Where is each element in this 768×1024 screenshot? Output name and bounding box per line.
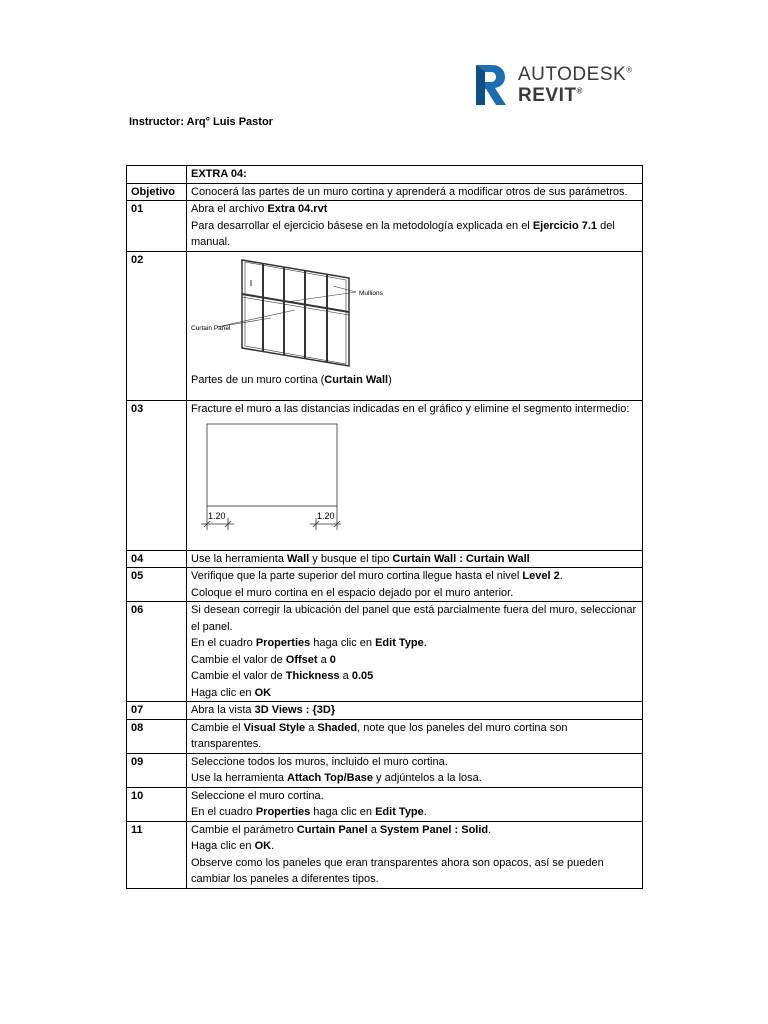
step-content	[187, 401, 643, 551]
table-row	[127, 166, 643, 184]
table-row	[127, 201, 643, 252]
wall-split-figure	[191, 422, 341, 534]
curtain-panel-label: Curtain Panel	[191, 324, 231, 332]
dimension-right: 1.20	[317, 510, 335, 521]
table-row	[127, 251, 643, 401]
step-number: 05	[127, 568, 187, 602]
step-content	[187, 753, 643, 787]
step-content	[187, 821, 643, 888]
instruction-line: Cambie el valor de Offset a 0	[191, 653, 336, 666]
step-content	[187, 787, 643, 821]
step-number: 04	[127, 550, 187, 568]
exercise-table	[126, 165, 643, 889]
step-number: 08	[127, 719, 187, 753]
step-number: 01	[127, 201, 187, 252]
dimension-left: 1.20	[208, 510, 226, 521]
step-number: 10	[127, 787, 187, 821]
step-content	[187, 251, 643, 401]
step-number: 03	[127, 401, 187, 551]
table-row	[127, 719, 643, 753]
logo-revit-text: REVIT®	[518, 85, 583, 106]
table-row	[127, 753, 643, 787]
table-row	[127, 787, 643, 821]
instruction-line: Seleccione todos los muros, incluido el muro cortina.	[191, 755, 448, 768]
step-number	[127, 166, 187, 184]
instruction-line: Cambie el valor de Thickness a 0.05	[191, 670, 374, 682]
figure-caption: Partes de un muro cortina (Curtain Wall)	[191, 373, 392, 386]
instruction-line: Seleccione el muro cortina.	[191, 789, 324, 802]
table-row	[127, 821, 643, 888]
table-row	[127, 401, 643, 551]
table-row	[127, 702, 643, 720]
instruction-line: EXTRA 04:	[191, 168, 247, 180]
instruction-line: En el cuadro Properties haga clic en Edit Type.	[191, 806, 427, 818]
step-content	[187, 702, 643, 720]
instruction-line: Haga clic en OK	[191, 686, 272, 699]
instruction-line: Cambie el parámetro Curtain Panel a System Panel : Solid.	[191, 823, 492, 836]
instruction-line: Use la herramienta Wall y busque el tipo Curtain Wall : Curtain Wall	[191, 552, 530, 565]
revit-r-icon	[474, 63, 508, 107]
instruction-line: Si desean corregir la ubicación del panel que está parcialmente fuera del muro, seleccionar el panel.	[191, 604, 637, 633]
instruction-line: Coloque el muro cortina en el espacio dejado por el muro anterior.	[191, 586, 514, 599]
table-row	[127, 183, 643, 201]
step-number: 06	[127, 602, 187, 702]
mullions-label: Mullions	[359, 289, 383, 297]
step-content	[187, 602, 643, 702]
table-row	[127, 550, 643, 568]
instruction-line: Abra la vista 3D Views : {3D}	[191, 704, 336, 716]
instruction-line: Abra el archivo Extra 04.rvt	[191, 203, 328, 215]
instruction-line: Use la herramienta Attach Top/Base y adjúntelos a la losa.	[191, 772, 482, 784]
step-content	[187, 719, 643, 753]
instruction-line: Haga clic en OK.	[191, 840, 275, 852]
instruction-line: Cambie el Visual Style a Shaded, note que los paneles del muro cortina son transparentes.	[191, 721, 568, 750]
instruction-line: Para desarrollar el ejercicio básese en la metodología explicada en el Ejercicio 7.1 del manual.	[191, 219, 615, 248]
step-number: Objetivo	[127, 183, 187, 201]
step-number: 02	[127, 251, 187, 401]
step-content	[187, 201, 643, 252]
curtain-wall-figure	[191, 258, 411, 368]
table-row	[127, 568, 643, 602]
autodesk-revit-logo	[474, 63, 644, 109]
instruction-line: Observe como los paneles que eran transparentes ahora son opacos, así se pueden cambiar los paneles a diferentes tipos.	[191, 856, 604, 885]
step-number: 07	[127, 702, 187, 720]
instructor-line: Instructor: Arq° Luis Pastor	[129, 116, 273, 128]
instruction-line: En el cuadro Properties haga clic en Edit Type.	[191, 637, 427, 649]
instruction-line: Fracture el muro a las distancias indicadas en el gráfico y elimine el segmento intermedio:	[191, 403, 630, 415]
step-content	[187, 568, 643, 602]
step-content	[187, 183, 643, 201]
step-number: 11	[127, 821, 187, 888]
instruction-line: Verifique que la parte superior del muro cortina llegue hasta el nivel Level 2.	[191, 570, 563, 582]
step-number: 09	[127, 753, 187, 787]
instruction-line: Conocerá las partes de un muro cortina y aprenderá a modificar otros de sus parámetros.	[191, 185, 628, 198]
table-row	[127, 602, 643, 702]
step-content	[187, 550, 643, 568]
logo-autodesk-text: AUTODESK®	[518, 64, 633, 85]
step-content	[187, 166, 643, 184]
